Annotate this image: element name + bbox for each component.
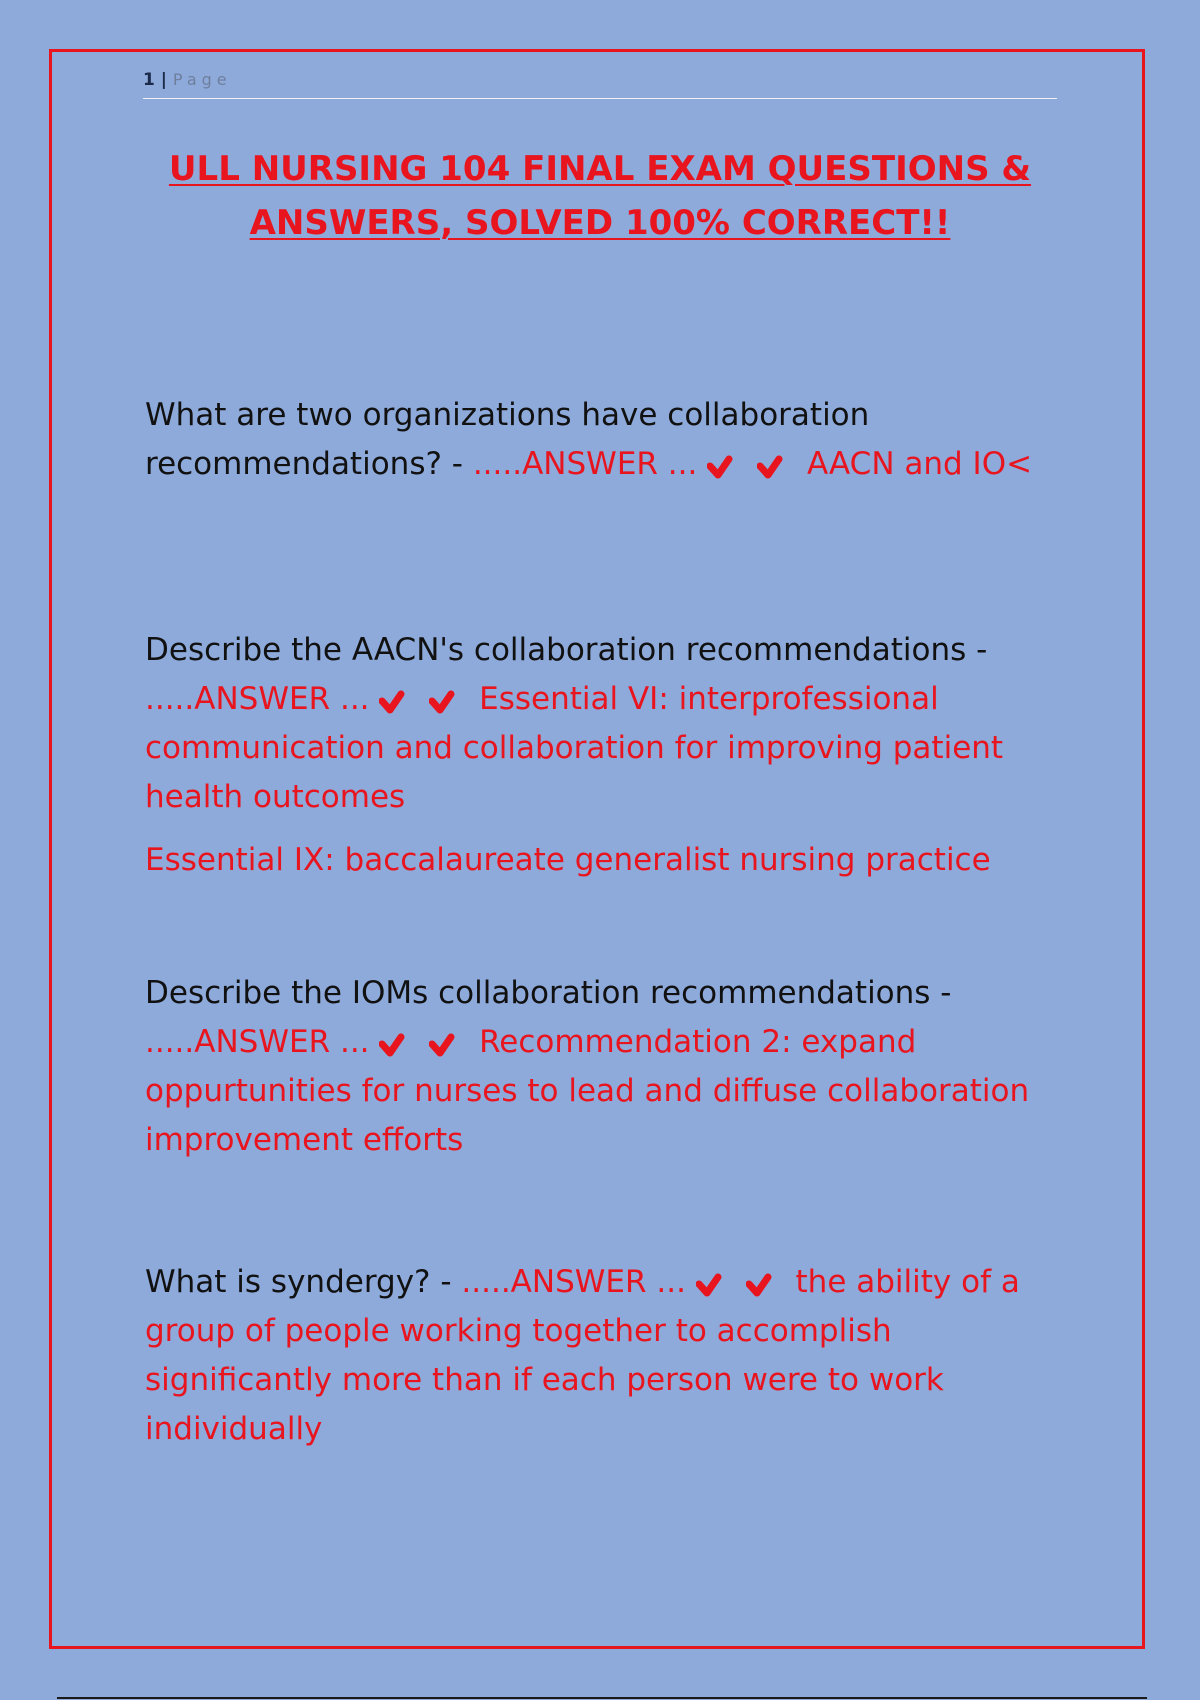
answer-extra: Essential IX: baccalaureate generalist nursing practice (145, 842, 991, 878)
answer-text: the ability of a group of people working together to accomplish significantly more than if each person were to work individually (145, 1264, 1020, 1447)
checkmark-icon (757, 446, 797, 476)
question-text: What are two organizations have collaboration recommendations? - (145, 397, 870, 482)
page-label: Page (172, 70, 232, 89)
qa-item-2 (145, 626, 1065, 885)
page-number: 1 (143, 70, 155, 90)
title-line-1: ULL NURSING 104 FINAL EXAM QUESTIONS & (168, 149, 1032, 189)
answer-prefix: .....ANSWER ... (472, 446, 698, 482)
checkmark-icon (707, 446, 747, 476)
answer-prefix: .....ANSWER ... (461, 1264, 686, 1300)
page-header (143, 70, 1057, 99)
question-text: Describe the IOMs collaboration recommendations - (145, 975, 952, 1011)
checkmark-icon (379, 681, 419, 711)
question-text: Describe the AACN's collaboration recommendations - (145, 632, 988, 668)
page-title (130, 142, 1070, 250)
page-bottom-rule (57, 1697, 1147, 1699)
checkmark-icon (696, 1264, 736, 1294)
answer-text: Essential VI: interprofessional communication and collaboration for improving patient health outcomes (145, 681, 1004, 815)
qa-item-3 (145, 969, 1065, 1165)
qa-item-1 (145, 391, 1065, 489)
checkmark-icon (429, 1024, 469, 1054)
checkmark-icon (379, 1024, 419, 1054)
checkmark-icon (746, 1264, 786, 1294)
qa-item-4 (145, 1258, 1065, 1454)
question-text: What is syndergy? - (145, 1264, 452, 1300)
title-line-2: ANSWERS, SOLVED 100% CORRECT!! (249, 203, 951, 243)
checkmark-icon (429, 681, 469, 711)
answer-prefix: .....ANSWER ... (145, 1024, 370, 1060)
answer-text: AACN and IO< (806, 446, 1033, 482)
answer-text: Recommendation 2: expand oppurtunities for nurses to lead and diffuse collaboration improvement efforts (145, 1024, 1030, 1158)
page-separator: | (160, 70, 167, 90)
answer-prefix: .....ANSWER ... (145, 681, 370, 717)
